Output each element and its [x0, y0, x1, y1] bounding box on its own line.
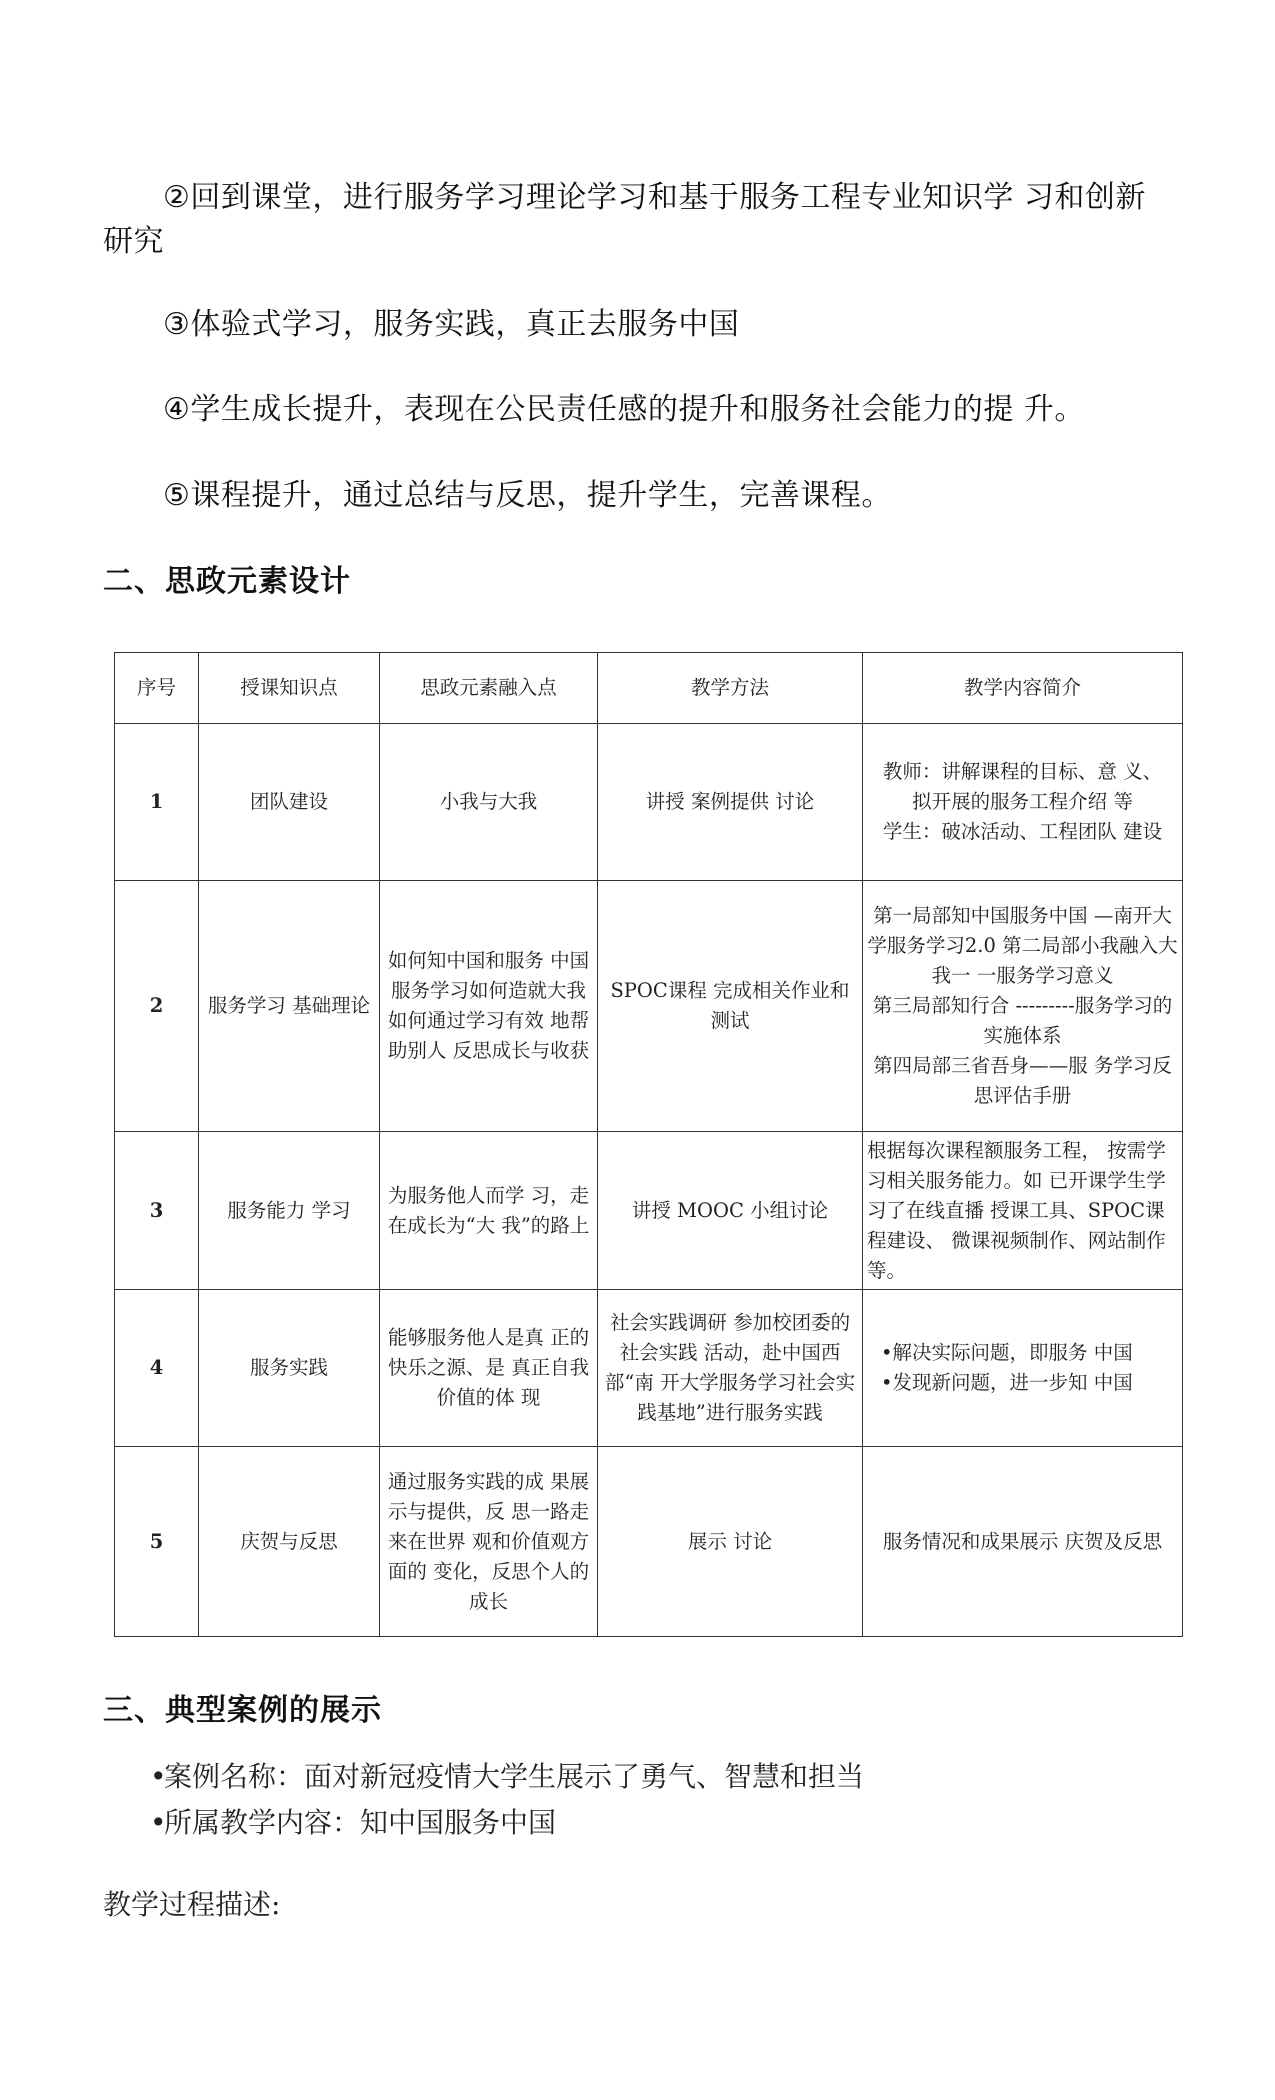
header-index: 序号 [115, 653, 199, 724]
row-number: 2 [115, 881, 199, 1132]
content-line: 第一局部知中国服务中国 —南开大学服务学习2.0 第二局部小我融入大我一 一服务学习意义 [867, 904, 1178, 987]
row-method: 展示 讨论 [598, 1447, 863, 1637]
row-number: 1 [115, 724, 199, 881]
row-topic: 服务能力 学习 [199, 1132, 380, 1290]
table-header-row [115, 653, 1183, 724]
header-method: 教学方法 [598, 653, 863, 724]
row-number: 5 [115, 1447, 199, 1637]
list-item [150, 1800, 864, 1846]
row-content [863, 724, 1183, 881]
row-number: 3 [115, 1132, 199, 1290]
row-element: 通过服务实践的成 果展示与提供，反 思一路走来在世界 观和价值观方面的 变化，反思个人的 成长 [380, 1447, 598, 1637]
section-heading-cases: 三、典型案例的展示 [103, 1693, 382, 1728]
row-content [863, 1132, 1183, 1290]
content-line: 服务情况和成果展示 庆贺及反思 [882, 1529, 1163, 1553]
header-element: 思政元素融入点 [380, 653, 598, 724]
row-method: 讲授 案例提供 讨论 [598, 724, 863, 881]
row-content [863, 1290, 1183, 1447]
content-line: 第三局部知行合 ---------服务学习的实施体系 [872, 994, 1173, 1047]
paragraph-step-4: ④学生成长提升，表现在公民责任感的提升和服务社会能力的提 升。 [163, 392, 1085, 427]
content-line: 教师：讲解课程的目标、意 义、 [882, 760, 1163, 783]
content-bullet: •发现新问题，进一步知 中国 [881, 1371, 1133, 1394]
paragraph-step-3: ③体验式学习，服务实践，真正去服务中国 [163, 307, 740, 342]
row-topic: 庆贺与反思 [199, 1447, 380, 1637]
row-topic: 团队建设 [199, 724, 380, 881]
row-number: 4 [115, 1290, 199, 1447]
row-method: SPOC课程 完成相关作业和测试 [598, 881, 863, 1132]
paragraph-step-5: ⑤课程提升，通过总结与反思，提升学生，完善课程。 [163, 478, 892, 513]
bullet-mark: • [150, 1760, 167, 1793]
row-element: 为服务他人而学 习，走在成长为“大 我”的路上 [380, 1132, 598, 1290]
case-bullet-list [150, 1754, 864, 1846]
header-topic: 授课知识点 [199, 653, 380, 724]
case-content-text: 所属教学内容：知中国服务中国 [164, 1806, 557, 1839]
header-content: 教学内容简介 [863, 653, 1183, 724]
row-content [863, 881, 1183, 1132]
content-line: 学生：破冰活动、工程团队 建设 [882, 820, 1163, 843]
table-row [115, 881, 1183, 1132]
row-method: 社会实践调研 参加校团委的社会实践 活动，赴中国西部“南 开大学服务学习社会实践基地”进行服务实践 [598, 1290, 863, 1447]
bullet-mark: • [150, 1806, 167, 1839]
section-heading-ideology: 二、思政元素设计 [103, 564, 351, 599]
table-row [115, 1447, 1183, 1637]
table-row [115, 724, 1183, 881]
row-topic: 服务学习 基础理论 [199, 881, 380, 1132]
case-name-text: 案例名称：面对新冠疫情大学生展示了勇气、智慧和担当 [164, 1760, 865, 1793]
ideology-design-table [114, 652, 1183, 1637]
content-bullet: •解决实际问题，即服务 中国 [881, 1341, 1133, 1364]
content-line: 根据每次课程额服务工程， 按需学习相关服务能力。如 已开课学生学习了在线直播 授课工具、SPOC课程建设、 微课视频制作、网站制作等。 [867, 1138, 1166, 1282]
row-element: 如何知中国和服务 中国 服务学习如何造就大我 如何通过学习有效 地帮助别人 反思成长与收获 [380, 881, 598, 1132]
row-element: 小我与大我 [380, 724, 598, 881]
paragraph-step-2: ②回到课堂，进行服务学习理论学习和基于服务工程专业知识学 习和创新研究 [103, 180, 1146, 259]
row-content [863, 1447, 1183, 1637]
row-element: 能够服务他人是真 正的快乐之源、是 真正自我价值的体 现 [380, 1290, 598, 1447]
table-row [115, 1290, 1183, 1447]
content-line: 拟开展的服务工程介绍 等 [912, 790, 1133, 813]
list-item [150, 1754, 864, 1800]
row-method: 讲授 MOOC 小组讨论 [598, 1132, 863, 1290]
teaching-process-label: 教学过程描述: [103, 1888, 281, 1921]
content-line: 第四局部三省吾身——服 务学习反思评估手册 [873, 1054, 1172, 1107]
row-topic: 服务实践 [199, 1290, 380, 1447]
table-row [115, 1132, 1183, 1290]
